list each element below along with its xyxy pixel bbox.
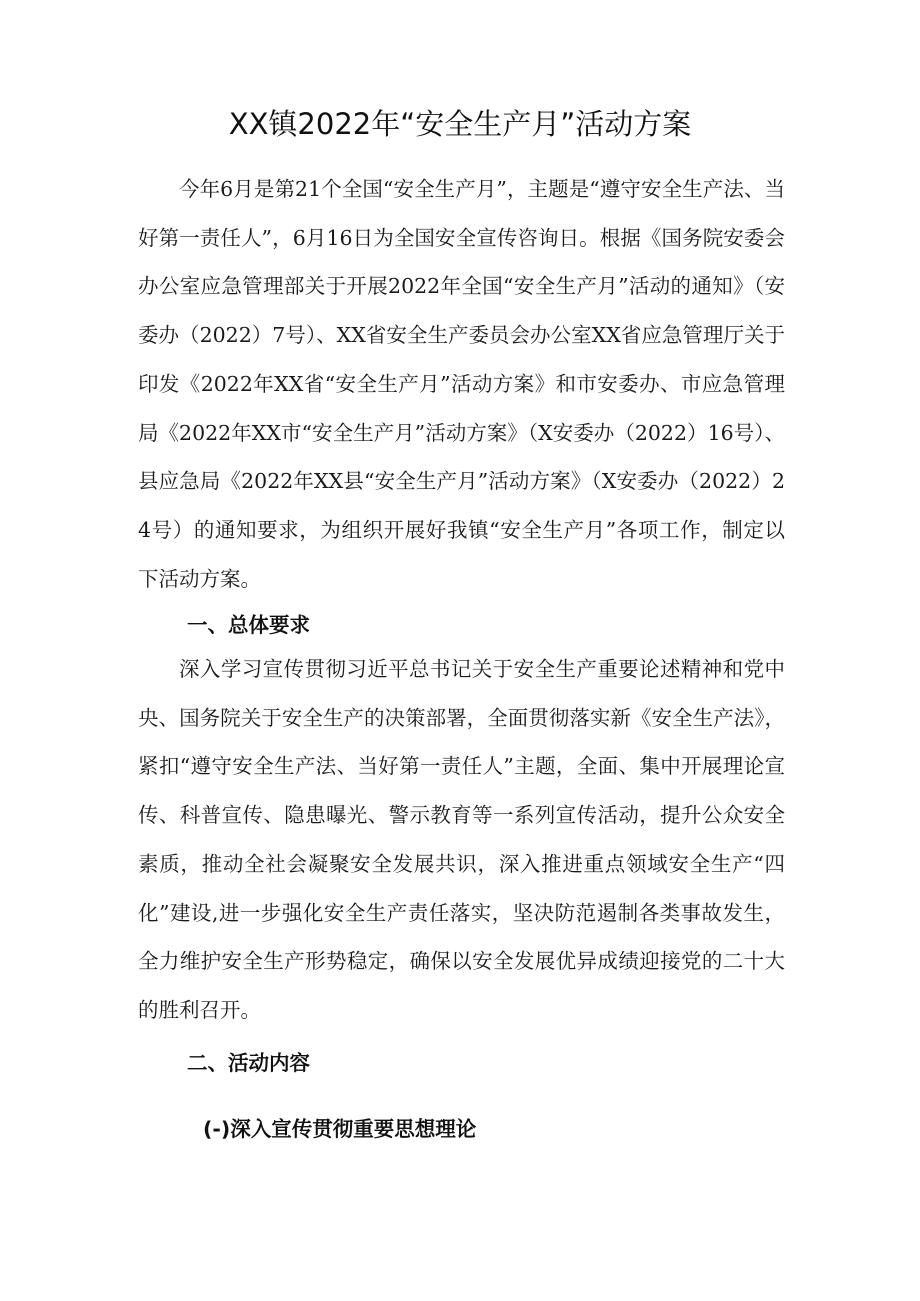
general-requirements-paragraph: 深入学习宣传贯彻习近平总书记关于安全生产重要论述精神和党中央、国务院关于安全生产的决策部署，全面贯彻落实新《安全生产法》，紧扣“遵守安全生产法、当好第一责任人”主题，全面、集中开展理论宣传、科普宣传、隐患曝光、警示教育等一系列宣传活动，提升公众安全素质，推动全社会凝聚安全发展共识，深入推进重点领域安全生产“四化”建设,进一步强化安全生产责任落实，坚决防范遏制各类事故发生，全力维护安全生产形势稳定，确保以安全发展优异成绩迎接党的二十大的胜利召开。 [138, 657, 785, 1022]
document-title: XX镇2022年“安全生产月”活动方案 [228, 107, 692, 141]
section-heading-activity-content: 二、活动内容 [187, 1051, 310, 1075]
subsection-heading-theory-publicity: (-)深入宣传贯彻重要思想理论 [203, 1117, 477, 1141]
intro-paragraph: 今年6月是第21个全国“安全生产月”，主题是“遵守安全生产法、当好第一责任人”，6月16日为全国安全宣传咨询日。根据《国务院安委会办公室应急管理部关于开展2022年全国“安全生产月”活动的通知》（安委办（2022）7号）、XX省安全生产委员会办公室XX省应急管理厅关于印发《2022年XX省“安全生产月”活动方案》和市安委办、市应急管理局《2022年XX市“安全生产月”活动方案》（X安委办（2022）16号）、县应急局《2022年XX县“安全生产月”活动方案》（X安委办（2022）24号）的通知要求，为组织开展好我镇“安全生产月”各项工作，制定以下活动方案。 [138, 177, 785, 591]
section-heading-general-requirements: 一、总体要求 [187, 613, 310, 637]
